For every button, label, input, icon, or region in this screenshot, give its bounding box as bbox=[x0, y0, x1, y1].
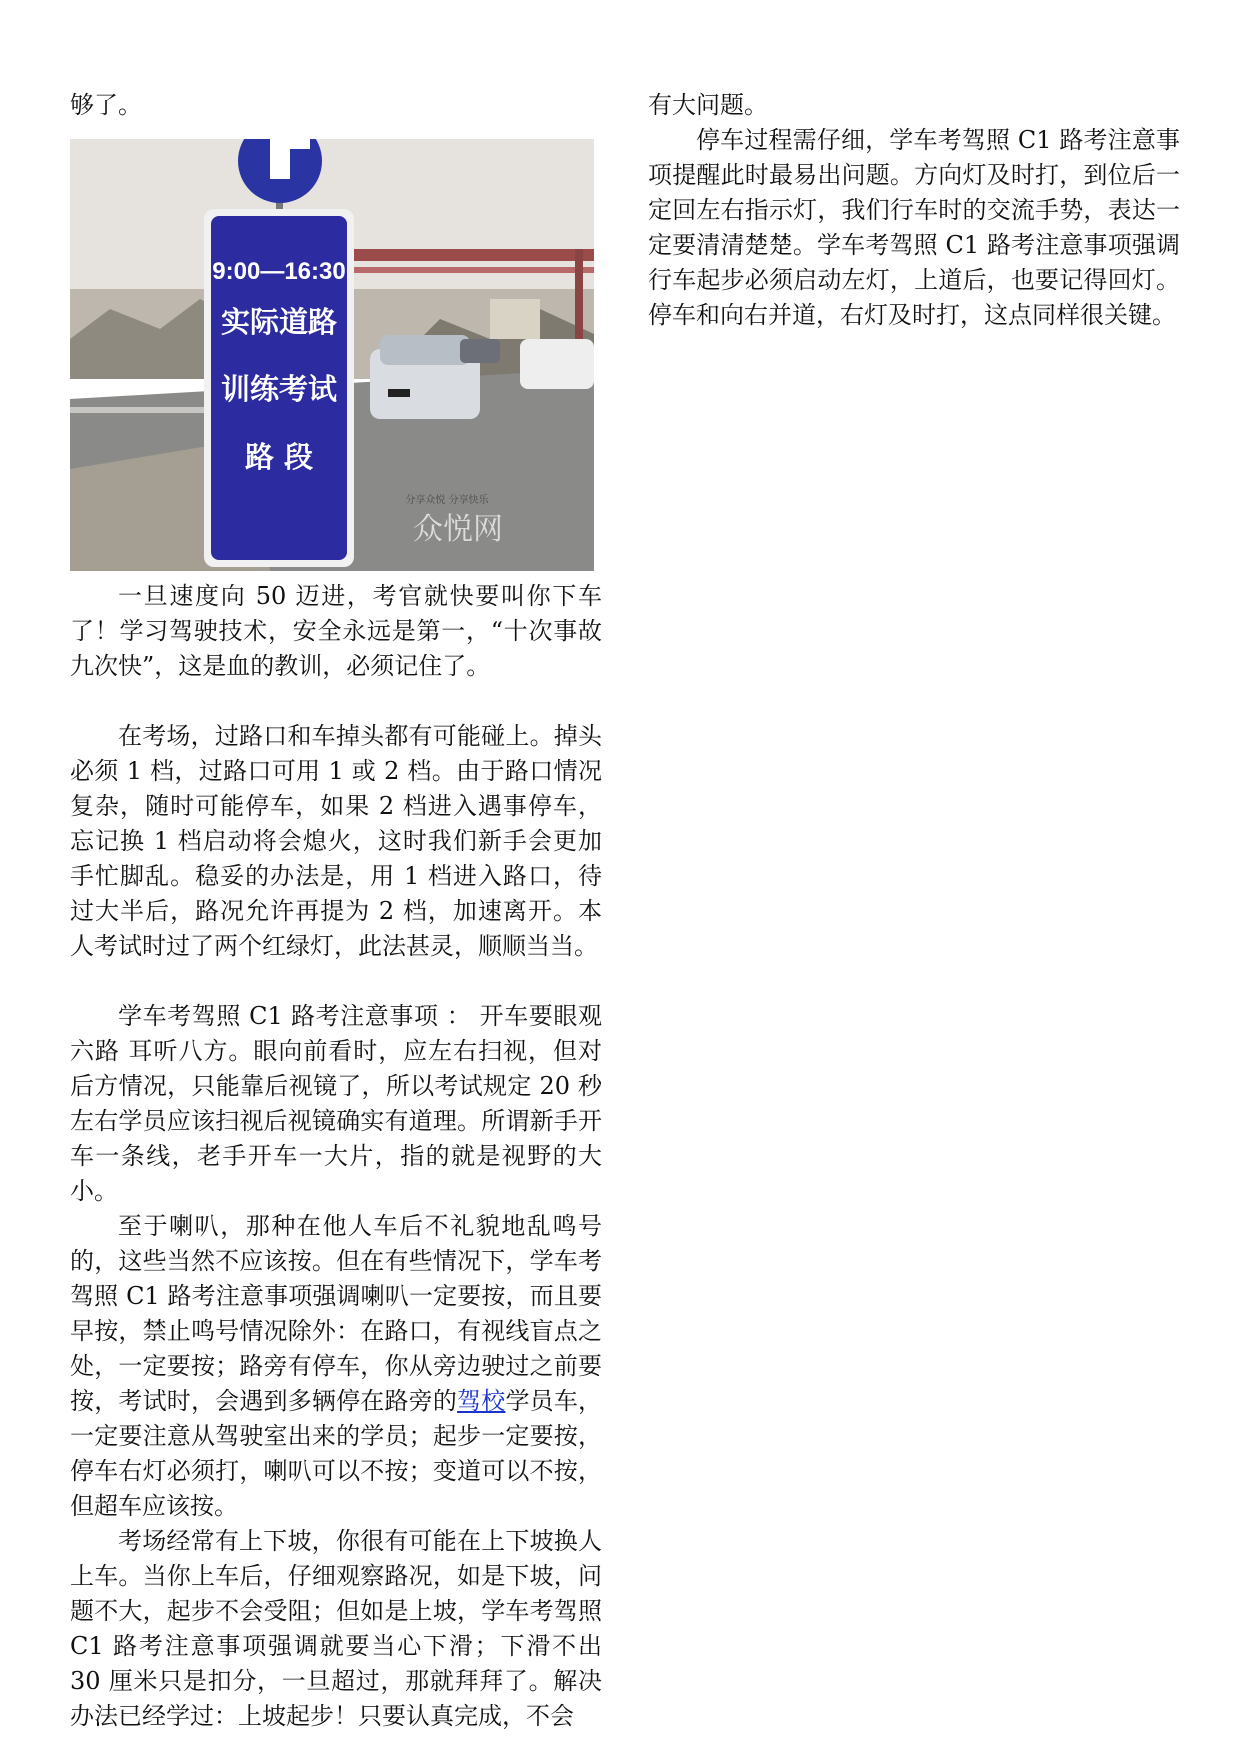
driving-school-link[interactable]: 驾校 bbox=[457, 1387, 506, 1415]
paragraph-continuation: 够了。 bbox=[70, 91, 142, 119]
watermark-small-text: 分享众悦 分享快乐 bbox=[405, 495, 489, 506]
paragraph-observation: 学车考驾照 C1 路考注意事项 ： 开车要眼观六路 耳听八方。眼向前看时，应左右扫视，但对后方情况，只能靠后视镜了，所以考试规定 20 秒左右学员应该扫视后视镜确实有道理。所谓新手开车一条线，老手开车一大片，指的就是视野的大小。 bbox=[70, 1002, 602, 1205]
sign-time-text: 9:00—16:30 bbox=[212, 258, 346, 285]
horn-text-after: 学员车，一定要注意从驾驶室出来的学员；起步一定要按，停车右灯必须打，喇叭可以不按；变道可以不按，但超车应该按。 bbox=[70, 1387, 603, 1520]
horn-text-before: 至于喇叭，那种在他人车后不礼貌地乱鸣号的，这些当然不应该按。但在有些情况下，学车考驾照 C1 路考注意事项强调喇叭一定要按，而且要早按，禁止鸣号情况除外：在路口，有视线盲点之处，一定要按；路旁有停车，你从旁边驶过之前要按，考试时，会遇到多辆停在路旁的 bbox=[70, 1212, 602, 1415]
sign-line-2: 训练考试 bbox=[220, 372, 338, 406]
sign-line-1: 实际道路 bbox=[220, 305, 338, 339]
paragraph-intersection: 在考场，过路口和车掉头都有可能碰上。掉头必须 1 档，过路口可用 1 或 2 档。由于路口情况复杂，随时可能停车，如果 2 档进入遇事停车，忘记换 1 档启动将会熄火，这时我们新手会更加手忙脚乱。稳妥的办法是，用 1 档进入路口，待过大半后，路况允许再提为 2 档，加速离开。本人考试时过了两个红绿灯，此法甚灵，顺顺当当。 bbox=[70, 722, 602, 960]
paragraph-continuation-right: 有大问题。 bbox=[648, 91, 768, 119]
road-sign-photo bbox=[70, 139, 594, 571]
watermark-brand-text: 众悦网 bbox=[413, 512, 503, 547]
paragraph-parking: 停车过程需仔细，学车考驾照 C1 路考注意事项提醒此时最易出问题。方向灯及时打，到位后一定回左右指示灯，我们行车时的交流手势，表达一定要清清楚楚。学车考驾照 C1 路考注意事项强调行车起步必须启动左灯，上道后，也要记得回灯。停车和向右并道，右灯及时打，这点同样很关键。 bbox=[648, 126, 1180, 329]
paragraph-horn bbox=[70, 1209, 602, 1524]
right-column bbox=[648, 88, 1180, 333]
left-column bbox=[70, 88, 602, 1734]
sign-line-3: 路 段 bbox=[244, 440, 314, 474]
paragraph-slope: 考场经常有上下坡，你很有可能在上下坡换人上车。当你上车后，仔细观察路况，如是下坡，问题不大，起步不会受阻；但如是上坡，学车考驾照 C1 路考注意事项强调就要当心下滑；下滑不出 30 厘米只是扣分，一旦超过，那就拜拜了。解决办法已经学过：上坡起步！只要认真完成，不会 bbox=[70, 1527, 602, 1730]
paragraph-speed: 一旦速度向 50 迈进，考官就快要叫你下车了！学习驾驶技术，安全永远是第一，“十次事故九次快”，这是血的教训，必须记住了。 bbox=[70, 582, 602, 680]
